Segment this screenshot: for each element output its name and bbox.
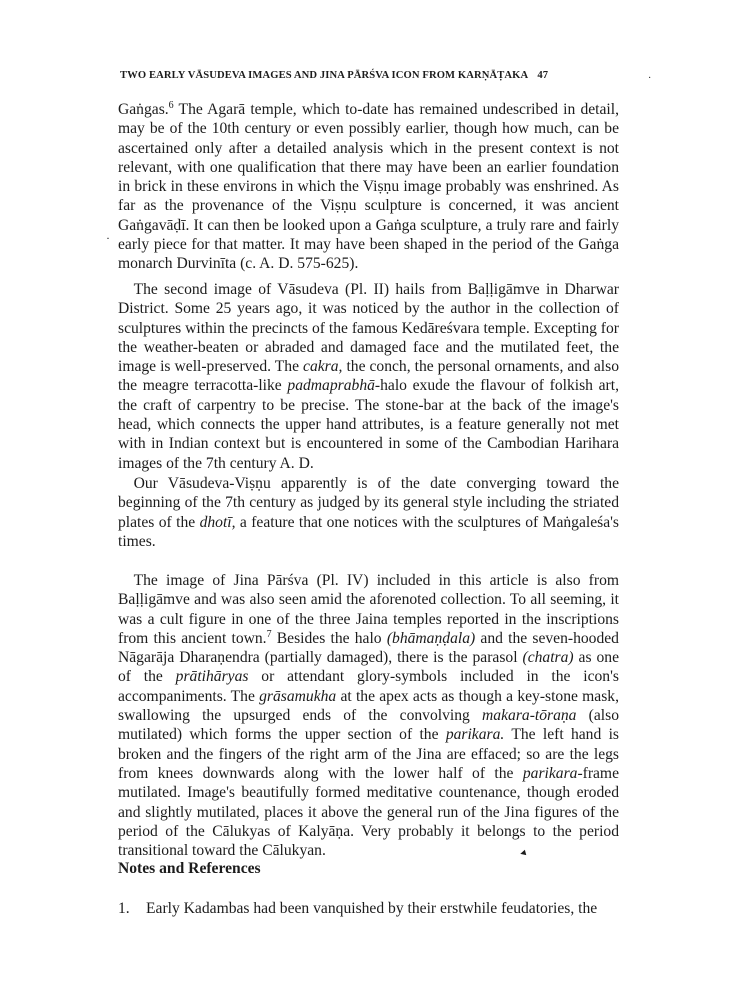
italic-term: prātihāryas [175, 668, 249, 686]
note-item [118, 899, 619, 918]
italic-term: dhotī, [199, 513, 236, 531]
text-run: The Agarā temple, which to-date has remained undescribed in detail, may be of the 10th century or even possibly earlier, though how much, can be ascertained only after a detailed analysis which in the present context is not relevant, with one qualification that there may have been an earlier foundation in brick in these environs in which the Viṣṇu image probably was enshrined. As far as the provenance of the Viṣṇu sculpture is concerned, it was ancient Gaṅgavāḍī. It can then be looked upon a Gaṅga sculpture, a truly rare and fairly early piece for that matter. It may have been shaped in the period of the Gaṅga monarch Durvinīta (c. A. D. 575-625). [118, 101, 619, 273]
running-head [120, 70, 640, 81]
note-text: Early Kadambas had been vanquished by their erstwhile feudatories, the [146, 900, 598, 917]
paragraph-3 [118, 474, 619, 551]
text-run: -frame mutilated. Image's beautifully formed meditative countenance, though eroded and slightly mutilated, places it above the general run of the Jina figures of the period of the Cālukyas of Kalyāṇa. Very probably it belongs to the period transitional toward the Cālukyan. [118, 764, 619, 860]
italic-term: padmaprabhā [287, 377, 375, 395]
note-number: 1. [118, 900, 130, 917]
italic-term: (bhāmaṇḍala) [386, 629, 476, 647]
italic-term: parikara. [445, 726, 505, 744]
notes-heading: Notes and References [118, 860, 261, 877]
text-run: and the seven-hooded Nāgarāja Dharaṇendra (partially damaged), there is the parasol [118, 629, 619, 667]
text-run: (also mutilated) which forms the upper section of the [118, 707, 619, 744]
text-run: Our Vāsudeva-Viṣṇu apparently is of the date converging toward the beginning of the 7th century as judged by its general style including the striated plates of the [118, 475, 619, 531]
paragraph-2 [118, 280, 619, 473]
text-run: at the apex acts as though a key-stone mask, swallowing the upsurged ends of the convolving [118, 687, 619, 725]
text-run: The second image of Vāsudeva (Pl. II) hails from Baḷḷigāmve in Dharwar District. Some 25 years ago, it was noticed by the author in the collection of sculptures within the precincts of the famous Kedāreśvara temple. Excepting for the weather-beaten or abraded and damaged face and the mutilated feet, the image is well-preserved. The [118, 281, 619, 376]
text-run: -halo exude the flavour of folkish art, the craft of carpentry to be precise. The stone-bar at the back of the image's head, which connects the upper hand attributes, is a feature generally not met with in Indian context but is encountered in some of the Cambodian Harihara images of the 7th century A. D. [118, 377, 619, 472]
footnote-ref-7: 7 [266, 628, 272, 640]
speck-mark: · [106, 231, 110, 245]
text-run: Besides the halo [271, 629, 387, 647]
speck-mark: · [648, 73, 652, 84]
text-run: or attendant glory-symbols included in the icon's accompaniments. The [118, 668, 619, 705]
text-run: the conch, the personal ornaments, and also the meagre terracotta-like [118, 358, 620, 395]
italic-term: parikara [522, 764, 578, 782]
italic-term: makara-tōraṇa [482, 707, 577, 725]
speck-mark: ◂ [518, 846, 528, 860]
paragraph-1 [118, 100, 619, 274]
text-run: The left hand is broken and the fingers of the right arm of the Jina are effaced; so are the legs from knees downwards along with the lower half of the [118, 726, 619, 782]
paragraph-4 [118, 571, 619, 860]
text-run: as one of the [118, 649, 619, 686]
text-run: The image of Jina Pārśva (Pl. IV) included in this article is also from Baḷḷigāmve and was also seen amid the aforenoted collection. To all seeming, it was a cult figure in one of the three Jaina temples reported in the inscriptions from this ancient town. [118, 572, 619, 647]
italic-term: (chatra) [522, 649, 574, 667]
italic-term: grāsamukha [259, 687, 337, 705]
footnote-ref-6: 6 [168, 99, 174, 111]
text-run: a feature that one notices with the sculptures of Maṅgaleśa's times. [118, 513, 620, 550]
page-number: 47 [537, 70, 549, 81]
running-title: TWO EARLY VĀSUDEVA IMAGES AND JINA PĀRŚVA ICON FROM KARṆĀṬAKA [120, 70, 528, 81]
italic-term: cakra, [303, 358, 343, 376]
text-run: Gaṅgas. [118, 101, 169, 118]
